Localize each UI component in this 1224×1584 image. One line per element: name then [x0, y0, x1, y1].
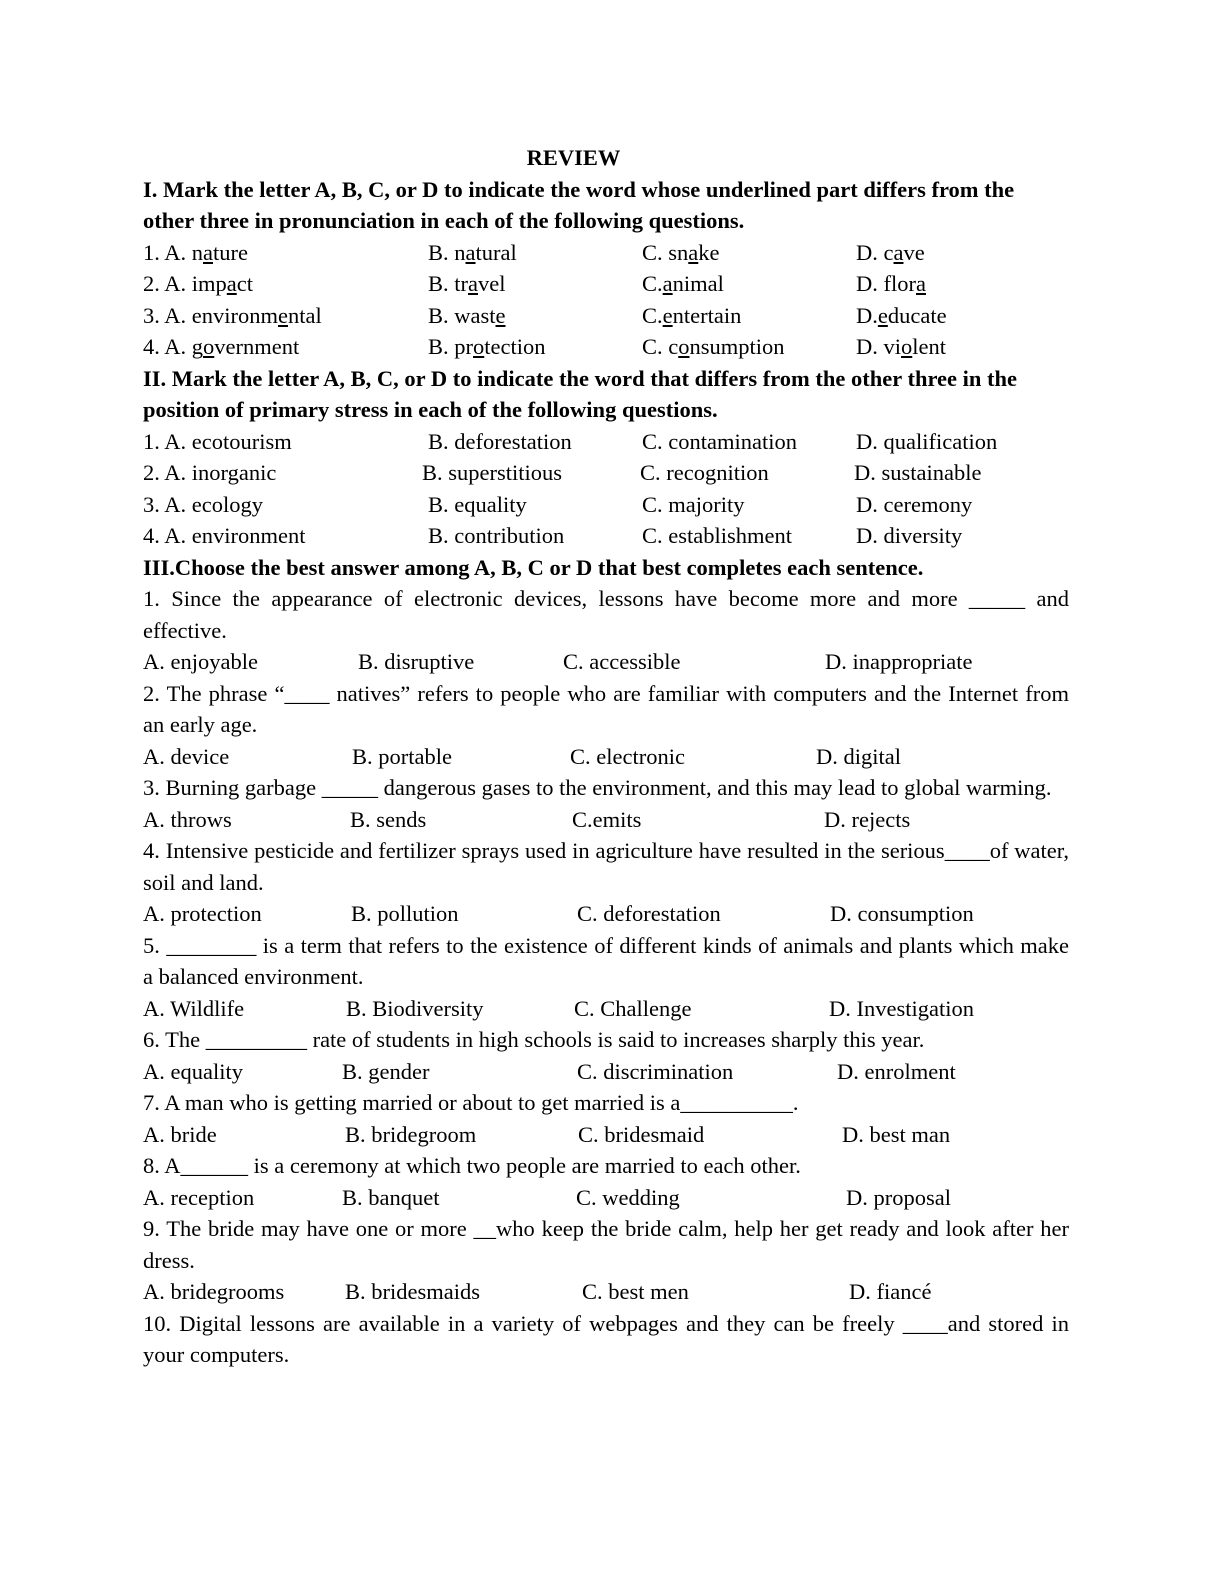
mc-question-1-options	[143, 646, 1069, 678]
pronunciation-question-3	[143, 300, 1069, 332]
option-b: B. natural	[428, 239, 517, 265]
option-d: D. flora	[856, 271, 926, 296]
option-a: 1. A. nature	[143, 239, 248, 265]
option-d: D. qualification	[856, 428, 998, 454]
option-b: B. equality	[428, 491, 527, 517]
option-d: D. ceremony	[856, 491, 973, 517]
option-c: C.animal	[642, 271, 724, 296]
option-b: B. bridesmaids	[345, 1279, 480, 1304]
mc-question-8-stem: 8. A______ is a ceremony at which two people are married to each other.	[143, 1153, 801, 1178]
option-a: A. equality	[143, 1058, 243, 1084]
option-b: B. superstitious	[422, 460, 563, 485]
mc-question-9-stem: 9. The bride may have one or more __who keep the bride calm, help her get ready and look after her dress.	[143, 1216, 1069, 1273]
option-b: B. bridegroom	[345, 1121, 477, 1147]
option-d: D. violent	[856, 334, 946, 359]
mc-question-4-options	[143, 898, 1069, 930]
option-b: B. disruptive	[358, 649, 475, 674]
mc-question-3-options	[143, 804, 1069, 836]
mc-question-7-stem: 7. A man who is getting married or about to get married is a__________.	[143, 1090, 799, 1115]
section-1-heading: I. Mark the letter A, B, C, or D to indicate the word whose underlined part differs from the other three in pronunciation in each of the following questions.	[143, 176, 1015, 233]
option-a: 3. A. environmental	[143, 302, 322, 328]
option-d: D. best man	[842, 1121, 951, 1147]
option-c: C. discrimination	[577, 1058, 734, 1084]
option-d: D. diversity	[856, 523, 963, 548]
option-b: B. banquet	[342, 1184, 440, 1210]
section-3-questions	[143, 583, 1069, 1371]
option-c: C. establishment	[642, 523, 792, 548]
option-a: A. throws	[143, 806, 232, 832]
mc-question-5-options	[143, 993, 1069, 1025]
option-c: C.emits	[572, 806, 642, 832]
option-c: C. snake	[642, 239, 720, 265]
option-a: A. Wildlife	[143, 995, 245, 1021]
stress-question-4	[143, 520, 1069, 552]
option-c: C. electronic	[570, 743, 685, 769]
mc-question-6-stem: 6. The _________ rate of students in high schools is said to increases sharply this year.	[143, 1027, 925, 1052]
option-d: D.educate	[856, 302, 947, 328]
option-c: C. Challenge	[574, 995, 692, 1021]
option-a: 4. A. government	[143, 334, 300, 359]
option-a: A. bridegrooms	[143, 1279, 285, 1304]
option-b: B. travel	[428, 271, 506, 296]
option-d: D. fiancé	[849, 1279, 932, 1304]
option-d: D. cave	[856, 239, 925, 265]
worksheet-page	[143, 142, 1069, 1371]
option-c: C. recognition	[640, 460, 769, 485]
stress-question-3	[143, 489, 1069, 521]
option-c: C.entertain	[642, 302, 742, 328]
pronunciation-question-4	[143, 331, 1069, 363]
option-d: D. proposal	[846, 1184, 951, 1210]
option-d: D. Investigation	[829, 995, 974, 1021]
option-d: D. sustainable	[854, 460, 982, 485]
mc-question-2-options	[143, 741, 1069, 773]
stress-question-2	[143, 457, 1069, 489]
option-a: 2. A. impact	[143, 271, 254, 296]
option-c: C. bridesmaid	[578, 1121, 705, 1147]
option-b: B. Biodiversity	[346, 995, 484, 1021]
option-d: D. rejects	[824, 806, 911, 832]
mc-question-8-options	[143, 1182, 1069, 1214]
option-c: C. contamination	[642, 428, 797, 454]
mc-question-2-stem: 2. The phrase “____ natives” refers to people who are familiar with computers and the Internet from an early age.	[143, 680, 1069, 737]
section-1-questions	[143, 237, 1069, 363]
stress-question-1	[143, 426, 1069, 458]
option-a: A. device	[143, 743, 230, 769]
pronunciation-question-1	[143, 237, 1069, 269]
option-a: A. enjoyable	[143, 649, 258, 674]
option-a: 3. A. ecology	[143, 491, 263, 517]
mc-question-4-stem: 4. Intensive pesticide and fertilizer sprays used in agriculture have resulted in the serious____of water, soil and land.	[143, 838, 1069, 895]
mc-question-6-options	[143, 1056, 1069, 1088]
option-c: C. wedding	[576, 1184, 680, 1210]
pronunciation-question-2	[143, 268, 1069, 300]
option-d: D. consumption	[830, 901, 974, 926]
option-c: C. deforestation	[577, 901, 721, 926]
mc-question-1-stem: 1. Since the appearance of electronic devices, lessons have become more and more _____ and effective.	[143, 586, 1069, 643]
option-b: B. waste	[428, 302, 506, 328]
option-c: C. accessible	[563, 649, 681, 674]
option-d: D. digital	[816, 743, 901, 769]
option-b: B. deforestation	[428, 428, 572, 454]
option-c: C. majority	[642, 491, 745, 517]
section-2-questions	[143, 426, 1069, 552]
mc-question-10-stem: 10. Digital lessons are available in a variety of webpages and they can be freely ____and stored in your computers.	[143, 1310, 1069, 1367]
mc-question-3-stem: 3. Burning garbage _____ dangerous gases to the environment, and this may lead to global warming.	[143, 775, 1052, 800]
option-b: B. sends	[350, 806, 427, 832]
option-a: 2. A. inorganic	[143, 460, 277, 485]
mc-question-5-stem: 5. ________ is a term that refers to the existence of different kinds of animals and plants which make a balanced environment.	[143, 932, 1069, 989]
option-c: C. consumption	[642, 334, 785, 359]
option-a: A. reception	[143, 1184, 255, 1210]
option-a: 1. A. ecotourism	[143, 428, 292, 454]
option-b: B. contribution	[428, 523, 565, 548]
option-b: B. pollution	[351, 901, 459, 926]
option-b: B. portable	[352, 743, 452, 769]
option-a: 4. A. environment	[143, 523, 306, 548]
option-c: C. best men	[582, 1279, 689, 1304]
option-a: A. bride	[143, 1121, 217, 1147]
page-title: REVIEW	[526, 145, 621, 170]
mc-question-7-options	[143, 1119, 1069, 1151]
option-b: B. protection	[428, 334, 546, 359]
option-d: D. enrolment	[837, 1058, 956, 1084]
section-3-heading: III.Choose the best answer among A, B, C or D that best completes each sentence.	[143, 554, 924, 580]
option-d: D. inappropriate	[825, 649, 973, 674]
mc-question-9-options	[143, 1276, 1069, 1308]
option-b: B. gender	[342, 1058, 430, 1084]
option-a: A. protection	[143, 901, 262, 926]
section-2-heading: II. Mark the letter A, B, C, or D to indicate the word that differs from the other three in the position of primary stress in each of the following questions.	[143, 365, 1018, 422]
